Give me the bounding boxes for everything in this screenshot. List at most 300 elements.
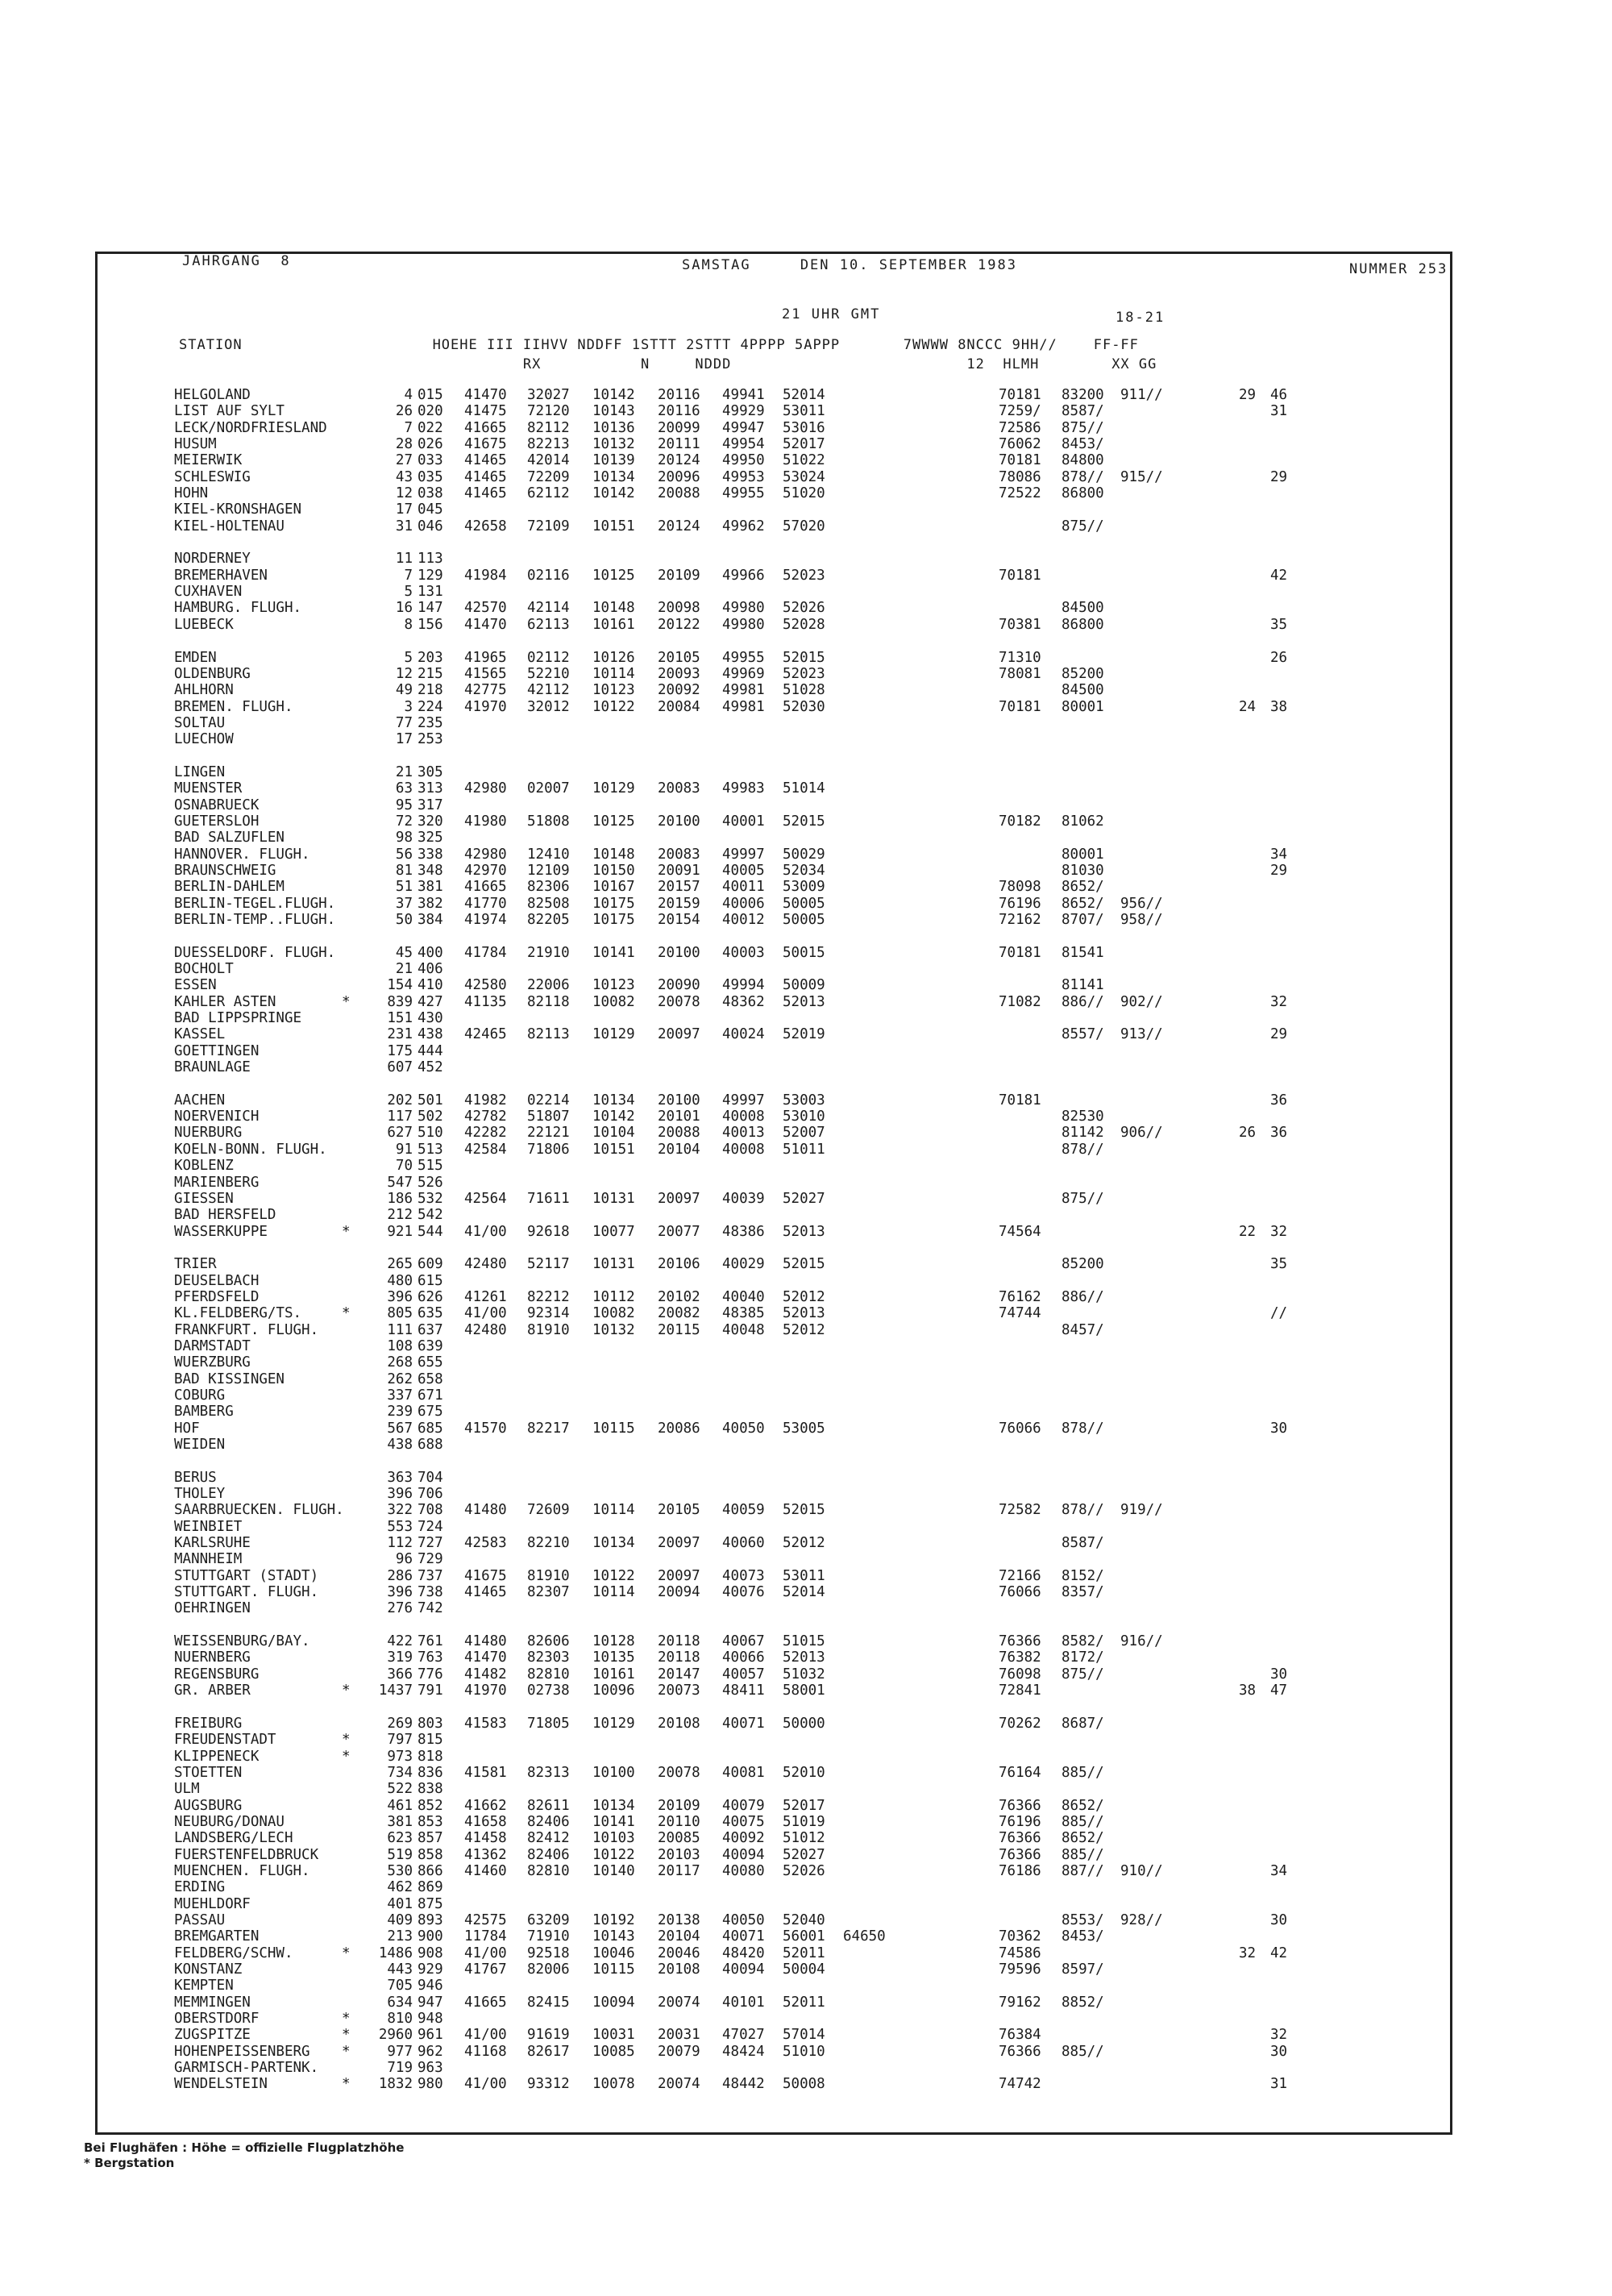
cell-hoehe: 98 [395,830,413,846]
cell-g6: 50009 [783,977,825,994]
cell-iii: 406 [418,961,443,978]
cell-hoehe: 63 [395,780,413,797]
cell-hoehe: 16 [395,600,413,617]
cell-hoehe: 26 [395,403,413,420]
cell-g6: 53003 [783,1092,825,1108]
cell-hoehe: 27 [395,452,413,469]
cell-g11: 919// [1120,1502,1163,1519]
cell-g5: 48386 [722,1223,765,1240]
cell-iii: 963 [418,2060,443,2077]
cell-iii: 838 [418,1781,443,1798]
cell-g1: 41465 [464,485,507,502]
cell-g4: 20083 [658,846,700,863]
cell-g2: 92314 [527,1305,570,1322]
cell-name: SAARBRUECKEN. FLUGH. [174,1502,344,1519]
cell-g4: 20116 [658,387,700,403]
cell-g4: 20108 [658,1961,700,1978]
cell-g3: 10077 [592,1223,635,1240]
cell-g11: 913// [1120,1026,1163,1043]
cell-g9: 71310 [999,649,1041,666]
cell-iii: 858 [418,1846,443,1863]
cell-g5: 48385 [722,1305,765,1322]
cell-g4: 20073 [658,1682,700,1699]
cell-name: ZUGSPITZE [174,2027,251,2044]
cell-g6: 52013 [783,1305,825,1322]
cell-g2: 82205 [527,912,570,928]
cell-name: HOF [174,1420,200,1437]
cell-g4: 20122 [658,616,700,633]
cell-g10: 885// [1062,1764,1104,1781]
cell-g1: 41/00 [464,1945,507,1961]
cell-g10: 83200 [1062,387,1104,403]
cell-g5: 40067 [722,1633,765,1650]
cell-hoehe: 977 [387,2043,413,2060]
cell-g3: 10134 [592,1797,635,1814]
cell-hoehe: 461 [387,1797,413,1814]
cell-g1: 42970 [464,862,507,879]
cell-g10: 84800 [1062,452,1104,469]
cell-iii: 218 [418,682,443,699]
cell-g10: 81030 [1062,862,1104,879]
cell-hoehe: 839 [387,993,413,1010]
cell-g10: 875// [1062,419,1104,436]
cell-g3: 10143 [592,1928,635,1945]
cell-g9: 76366 [999,1846,1041,1863]
cell-g3: 10046 [592,1945,635,1961]
cell-iii: 962 [418,2043,443,2060]
cell-hoehe: 530 [387,1862,413,1879]
cell-g2: 92618 [527,1223,570,1240]
cell-xx: 35 [1270,1256,1288,1273]
cell-g4: 20088 [658,1125,700,1142]
cell-g6: 50008 [783,2076,825,2093]
cell-iii: 427 [418,993,443,1010]
cell-iii: 382 [418,895,443,912]
cell-iii: 544 [418,1223,443,1240]
cell-name: BERUS [174,1469,217,1486]
cell-hoehe: 17 [395,731,413,748]
cell-g6: 52011 [783,1994,825,2011]
cell-g4: 20100 [658,1092,700,1108]
cell-g2: 52117 [527,1256,570,1273]
cell-g2: 42112 [527,682,570,699]
cell-g3: 10103 [592,1830,635,1847]
cell-g4: 20124 [658,518,700,534]
cell-name: GR. ARBER [174,1682,251,1699]
cell-g4: 20147 [658,1666,700,1682]
cell-g9: 76066 [999,1584,1041,1601]
cell-g6: 51020 [783,485,825,502]
cell-iii: 704 [418,1469,443,1486]
cell-g3: 10114 [592,1502,635,1519]
cell-g2: 51808 [527,813,570,830]
cell-g3: 10085 [592,2043,635,2060]
cell-name: GARMISCH-PARTENK. [174,2060,319,2077]
cell-g3: 10139 [592,452,635,469]
cell-g3: 10161 [592,616,635,633]
cell-name: MANNHEIM [174,1551,243,1568]
cell-iii: 818 [418,1748,443,1765]
footnote-airports: Bei Flughäfen : Höhe = offizielle Flugplatzhöhe [84,2140,405,2155]
cell-name: BRAUNSCHWEIG [174,862,276,879]
cell-hoehe: 43 [395,468,413,485]
cell-name: HAMBURG. FLUGH. [174,600,302,617]
cell-hoehe: 91 [395,1141,413,1158]
cell-hoehe: 567 [387,1420,413,1437]
cell-g1: 41583 [464,1715,507,1732]
cell-g6: 53010 [783,1108,825,1125]
cell-hoehe: 81 [395,862,413,879]
cell-hoehe: 553 [387,1518,413,1535]
cell-name: WENDELSTEIN [174,2076,268,2093]
cell-hoehe: 154 [387,977,413,994]
cell-iii: 501 [418,1092,443,1108]
cell-hoehe: 8 [404,616,413,633]
cell-name: LANDSBERG/LECH [174,1830,293,1847]
cell-hoehe: 262 [387,1371,413,1387]
cell-name: KL.FELDBERG/TS. [174,1305,302,1322]
cell-g9: 7259/ [999,403,1041,420]
cell-xx: 34 [1270,846,1288,863]
cell-g3: 10141 [592,944,635,961]
cell-g5: 40073 [722,1567,765,1584]
cell-iii: 655 [418,1354,443,1371]
cell-hoehe: 607 [387,1059,413,1076]
cell-g5: 49953 [722,468,765,485]
cell-g4: 20074 [658,2076,700,2093]
cell-g11: 956// [1120,895,1163,912]
cell-name: KOBLENZ [174,1158,234,1175]
cell-name: LUECHOW [174,731,234,748]
cell-g1: 42658 [464,518,507,534]
cell-g4: 20078 [658,993,700,1010]
cell-name: LUEBECK [174,616,234,633]
cell-xx: 42 [1270,567,1288,584]
cell-g2: 82112 [527,419,570,436]
cell-g2: 92518 [527,1945,570,1961]
cell-name: MUEHLDORF [174,1895,251,1912]
cell-g5: 49962 [722,518,765,534]
cell-iii: 946 [418,1978,443,1994]
cell-name: OBERSTDORF [174,2011,260,2028]
cell-g10: 8652/ [1062,879,1104,896]
cell-star: * [342,2011,351,2028]
cell-iii: 381 [418,879,443,896]
cell-g6: 53009 [783,879,825,896]
cell-g3: 10129 [592,1715,635,1732]
cell-g9: 70181 [999,567,1041,584]
cell-g9: 70381 [999,616,1041,633]
cell-hoehe: 31 [395,518,413,534]
cell-g9: 71082 [999,993,1041,1010]
cell-g6: 51022 [783,452,825,469]
cell-g4: 20104 [658,1141,700,1158]
cell-g9: 79596 [999,1961,1041,1978]
cell-hoehe: 12 [395,485,413,502]
cell-g4: 20092 [658,682,700,699]
cell-g5: 40057 [722,1666,765,1682]
cell-iii: 853 [418,1813,443,1830]
cell-g6: 57020 [783,518,825,534]
cell-name: STOETTEN [174,1764,243,1781]
cell-iii: 893 [418,1911,443,1928]
cell-name: NUERBURG [174,1125,243,1142]
cell-g1: 42782 [464,1108,507,1125]
cell-name: KOELN-BONN. FLUGH. [174,1141,327,1158]
cell-g1: 42480 [464,1321,507,1338]
cell-name: OLDENBURG [174,665,251,682]
cell-g10: 8587/ [1062,403,1104,420]
cell-name: NOERVENICH [174,1108,260,1125]
cell-iii: 671 [418,1387,443,1404]
cell-g3: 10114 [592,1584,635,1601]
cell-g3: 10114 [592,665,635,682]
cell-hoehe: 366 [387,1666,413,1682]
cell-g6: 52012 [783,1288,825,1305]
cell-iii: 317 [418,797,443,813]
cell-iii: 615 [418,1272,443,1289]
cell-g4: 20159 [658,895,700,912]
cell-g5: 40094 [722,1961,765,1978]
cell-g2: 72109 [527,518,570,534]
cell-hoehe: 396 [387,1486,413,1503]
cell-g10: 81062 [1062,813,1104,830]
cell-g1: 41980 [464,813,507,830]
cell-hoehe: 734 [387,1764,413,1781]
cell-g5: 40024 [722,1026,765,1043]
cell-g1: 42480 [464,1256,507,1273]
cell-g1: 42980 [464,780,507,797]
cell-g1: 41465 [464,1584,507,1601]
cell-g5: 40048 [722,1321,765,1338]
cell-g4: 20111 [658,436,700,453]
cell-hoehe: 480 [387,1272,413,1289]
cell-iii: 675 [418,1404,443,1420]
cell-hoehe: 381 [387,1813,413,1830]
cell-g5: 49980 [722,616,765,633]
cell-name: HUSUM [174,436,217,453]
cell-name: BAD LIPPSPRINGE [174,1010,302,1027]
cell-hoehe: 627 [387,1125,413,1142]
cell-g2: 71910 [527,1928,570,1945]
cell-iii: 338 [418,846,443,863]
cell-iii: 235 [418,714,443,731]
cell-g3: 10143 [592,403,635,420]
cell-g5: 49955 [722,649,765,666]
cell-g6: 50005 [783,912,825,928]
cell-g11: 916// [1120,1633,1163,1650]
cell-xx: 36 [1270,1125,1288,1142]
cell-xx: 38 [1270,698,1288,715]
cell-g10: 8457/ [1062,1321,1104,1338]
cell-hoehe: 443 [387,1961,413,1978]
cell-g10: 878// [1062,1502,1104,1519]
cell-g3: 10135 [592,1649,635,1666]
cell-g6: 52012 [783,1321,825,1338]
cell-g6: 52014 [783,1584,825,1601]
cell-name: NORDERNEY [174,551,251,568]
cell-g5: 40071 [722,1928,765,1945]
cell-g10: 84500 [1062,600,1104,617]
cell-g9: 76366 [999,1830,1041,1847]
cell-g1: 41/00 [464,1223,507,1240]
cell-name: FUERSTENFELDBRUCK [174,1846,319,1863]
cell-g2: 82303 [527,1649,570,1666]
cell-name: WASSERKUPPE [174,1223,268,1240]
cell-g5: 49983 [722,780,765,797]
cell-name: GOETTINGEN [174,1042,260,1059]
cell-iii: 875 [418,1895,443,1912]
cell-g4: 20078 [658,1764,700,1781]
cell-hoehe: 21 [395,763,413,780]
cell-g10: 8152/ [1062,1567,1104,1584]
cell-g1: 41675 [464,1567,507,1584]
cell-g4: 20154 [658,912,700,928]
cell-star: * [342,1305,351,1322]
cell-name: LECK/NORDFRIESLAND [174,419,327,436]
cell-hoehe: 265 [387,1256,413,1273]
cell-hoehe: 28 [395,436,413,453]
cell-g2: 82113 [527,1026,570,1043]
cell-hoehe: 175 [387,1042,413,1059]
cell-xx: 31 [1270,2076,1288,2093]
cell-g6: 52026 [783,600,825,617]
cell-g2: 02214 [527,1092,570,1108]
cell-g10: 8587/ [1062,1535,1104,1552]
cell-g6: 52017 [783,1797,825,1814]
cell-g2: 63209 [527,1911,570,1928]
cell-hoehe: 7 [404,419,413,436]
cell-g3: 10192 [592,1911,635,1928]
cell-g6: 53016 [783,419,825,436]
cell-g10: 8852/ [1062,1994,1104,2011]
cell-g6: 51019 [783,1813,825,1830]
cell-g1: 41475 [464,403,507,420]
cell-hoehe: 239 [387,1404,413,1420]
cell-g7: 64650 [843,1928,886,1945]
cell-g3: 10122 [592,1846,635,1863]
cell-g6: 53011 [783,403,825,420]
cell-g1: 41458 [464,1830,507,1847]
cell-g1: 41974 [464,912,507,928]
cell-g5: 49969 [722,665,765,682]
cell-xx: 32 [1270,1223,1288,1240]
jahrgang: JAHRGANG 8 [182,253,291,269]
cell-hoehe: 117 [387,1108,413,1125]
cell-hoehe: 51 [395,879,413,896]
cell-g5: 48424 [722,2043,765,2060]
cell-g6: 52023 [783,567,825,584]
cell-g10: 875// [1062,1190,1104,1207]
cell-g3: 10148 [592,600,635,617]
cell-g10: 84500 [1062,682,1104,699]
cell-name: DARMSTADT [174,1337,251,1354]
cell-name: EMDEN [174,649,217,666]
cell-iii: 727 [418,1535,443,1552]
cell-hoehe: 462 [387,1879,413,1896]
cell-g4: 20103 [658,1846,700,1863]
cell-g9: 70181 [999,1092,1041,1108]
cell-g5: 49981 [722,682,765,699]
cell-g4: 20097 [658,1567,700,1584]
cell-g5: 48442 [722,2076,765,2093]
cell-g6: 52040 [783,1911,825,1928]
cell-xx: 35 [1270,616,1288,633]
cell-name: BREMERHAVEN [174,567,268,584]
cell-name: HOHENPEISSENBERG [174,2043,310,2060]
cell-g4: 20097 [658,1190,700,1207]
cell-g9: 72166 [999,1567,1041,1584]
cell-g2: 32027 [527,387,570,403]
cell-g1: 41675 [464,436,507,453]
cell-g5: 40001 [722,813,765,830]
cell-g9: 72582 [999,1502,1041,1519]
cell-hoehe: 422 [387,1633,413,1650]
cell-hoehe: 1486 [378,1945,413,1961]
cell-name: FELDBERG/SCHW. [174,1945,293,1961]
cell-g10: 8453/ [1062,1928,1104,1945]
cell-g3: 10134 [592,1535,635,1552]
cell-g10: 886// [1062,1288,1104,1305]
cell-hoehe: 322 [387,1502,413,1519]
cell-g3: 10136 [592,419,635,436]
cell-iii: 836 [418,1764,443,1781]
cell-xx: 29 [1270,1026,1288,1043]
cell-iii: 742 [418,1600,443,1617]
cell-name: BERLIN-DAHLEM [174,879,285,896]
cell-iii: 948 [418,2011,443,2028]
cell-name: REGENSBURG [174,1666,260,1682]
cell-g9: 76366 [999,2043,1041,2060]
cell-iii: 532 [418,1190,443,1207]
cell-g1: 41662 [464,1797,507,1814]
cell-g9: 70181 [999,387,1041,403]
cell-g10: 885// [1062,1846,1104,1863]
cell-g5: 40012 [722,912,765,928]
cell-g5: 40013 [722,1125,765,1142]
cell-iii: 129 [418,567,443,584]
cell-iii: 738 [418,1584,443,1601]
cell-g3: 10151 [592,518,635,534]
cell-g3: 10132 [592,1321,635,1338]
cell-g3: 10140 [592,1862,635,1879]
cell-ff: 38 [1239,1682,1257,1699]
cell-g9: 76186 [999,1862,1041,1879]
cell-xx: 47 [1270,1682,1288,1699]
cell-xx: 36 [1270,1092,1288,1108]
cell-g9: 76062 [999,436,1041,453]
cell-hoehe: 77 [395,714,413,731]
cell-g4: 20109 [658,1797,700,1814]
cell-hoehe: 231 [387,1026,413,1043]
cell-g1: 42570 [464,600,507,617]
cell-iii: 131 [418,584,443,601]
cell-g5: 40081 [722,1764,765,1781]
cell-g5: 40094 [722,1846,765,1863]
cell-hoehe: 49 [395,682,413,699]
cell-g1: 41984 [464,567,507,584]
cell-name: MEMMINGEN [174,1994,251,2011]
cell-g4: 20118 [658,1649,700,1666]
cell-g3: 10082 [592,993,635,1010]
cell-g10: 86800 [1062,485,1104,502]
cell-g9: 78098 [999,879,1041,896]
cell-iii: 046 [418,518,443,534]
cell-g5: 49950 [722,452,765,469]
cell-iii: 510 [418,1125,443,1142]
cell-g5: 40079 [722,1797,765,1814]
cell-iii: 215 [418,665,443,682]
